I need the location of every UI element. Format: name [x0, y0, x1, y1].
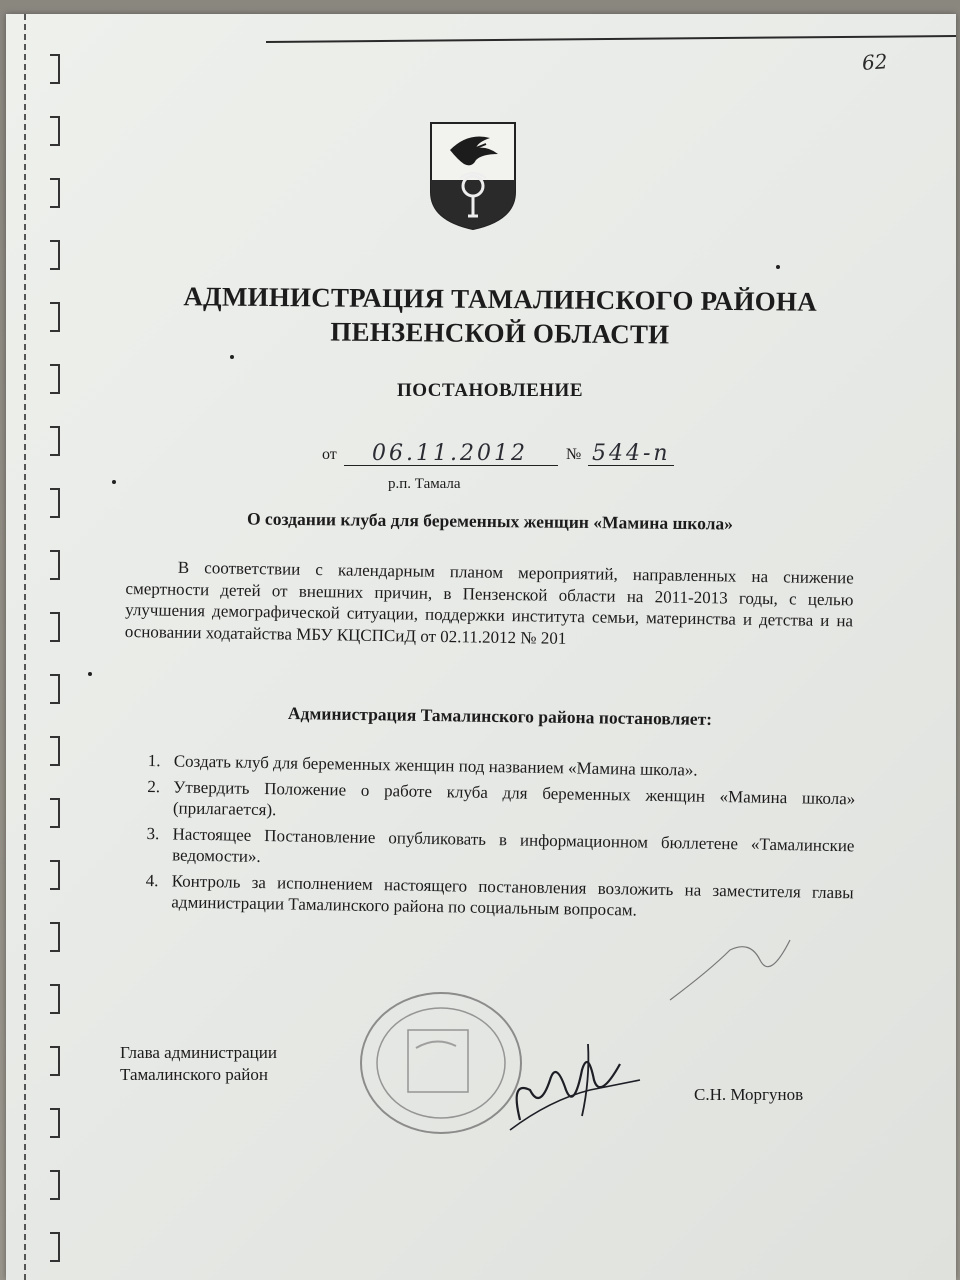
paper-speck: [88, 672, 92, 676]
resolution-item: 1. Создать клуб для беременных женщин под названием «Мамина школа».: [147, 750, 698, 780]
resolution-items: [145, 750, 856, 929]
binder-bracket-mark: [50, 1046, 60, 1076]
preamble-paragraph: В соответствии с календарным планом мероприятий, направленных на снижение смертности детей от внешних причин, в Пензенской области на 2011-2013 годы, с целью улучшения демографической ситуации, поддержки института семьи, материнства и детства и на основании ходатайства МБУ КЦСПСиД от 02.11.2012 № 201: [124, 557, 854, 648]
authority-line-2: ПЕНЗЕНСКОЙ ОБЛАСТИ: [330, 316, 670, 350]
binder-bracket-mark: [50, 116, 60, 146]
document-type: ПОСТАНОВЛЕНИЕ: [396, 380, 584, 401]
number-handwritten: 544-п: [592, 441, 671, 466]
resolution-item: 3. Настоящее Постановление опубликовать в информационном бюллетене «Тамалинские ведомости».: [146, 823, 855, 866]
binder-bracket-mark: [50, 1232, 60, 1262]
binder-perforation: [24, 14, 26, 1280]
binder-marks: [50, 54, 70, 1254]
date-number-row: [322, 438, 682, 472]
paper-speck: [112, 480, 116, 484]
binder-bracket-mark: [50, 1170, 60, 1200]
binder-bracket-mark: [50, 302, 60, 332]
pencil-mark: [660, 930, 800, 1010]
top-rule: [266, 35, 956, 43]
authority-header: [120, 279, 881, 354]
binder-bracket-mark: [50, 736, 60, 766]
authority-line-1: АДМИНИСТРАЦИЯ ТАМАЛИНСКОГО РАЙОНА: [183, 281, 817, 317]
binder-bracket-mark: [50, 984, 60, 1014]
binder-bracket-mark: [50, 922, 60, 952]
coat-of-arms-emblem: [428, 120, 518, 232]
binder-bracket-mark: [50, 426, 60, 456]
signatory-title-line-1: Глава администрации: [120, 1043, 277, 1062]
binder-bracket-mark: [50, 860, 60, 890]
binder-bracket-mark: [50, 612, 60, 642]
signatory-title-line-2: Тамалинского район: [120, 1065, 269, 1084]
paper-speck: [230, 355, 234, 359]
binder-bracket-mark: [50, 1108, 60, 1138]
paper-speck: [776, 265, 780, 269]
signatory-name: С.Н. Моргунов: [694, 1085, 804, 1104]
handwritten-page-number: 62: [861, 49, 889, 75]
binder-bracket-mark: [50, 178, 60, 208]
binder-bracket-mark: [50, 54, 60, 84]
date-handwritten: 06.11.2012: [372, 441, 528, 466]
signatory-title: [120, 1042, 277, 1086]
handwritten-signature: [470, 1020, 650, 1150]
binder-bracket-mark: [50, 674, 60, 704]
number-label: №: [566, 446, 582, 463]
resolves-heading: Администрация Тамалинского района постановляет:: [287, 703, 713, 729]
binder-bracket-mark: [50, 550, 60, 580]
resolution-item: 4. Контроль за исполнением настоящего постановления возложить на заместителя главы администрации Тамалинского района по социальным вопросам.: [145, 870, 854, 920]
binder-bracket-mark: [50, 798, 60, 828]
date-label: от: [322, 446, 337, 463]
document-subject: О создании клуба для беременных женщин «Мамина школа»: [246, 508, 734, 534]
binder-bracket-mark: [50, 488, 60, 518]
place-of-issue: р.п. Тамала: [388, 476, 461, 492]
binder-bracket-mark: [50, 240, 60, 270]
binder-bracket-mark: [50, 364, 60, 394]
resolution-item: 2. Утвердить Положение о работе клуба для беременных женщин «Мамина школа» (прилагается).: [147, 776, 856, 820]
